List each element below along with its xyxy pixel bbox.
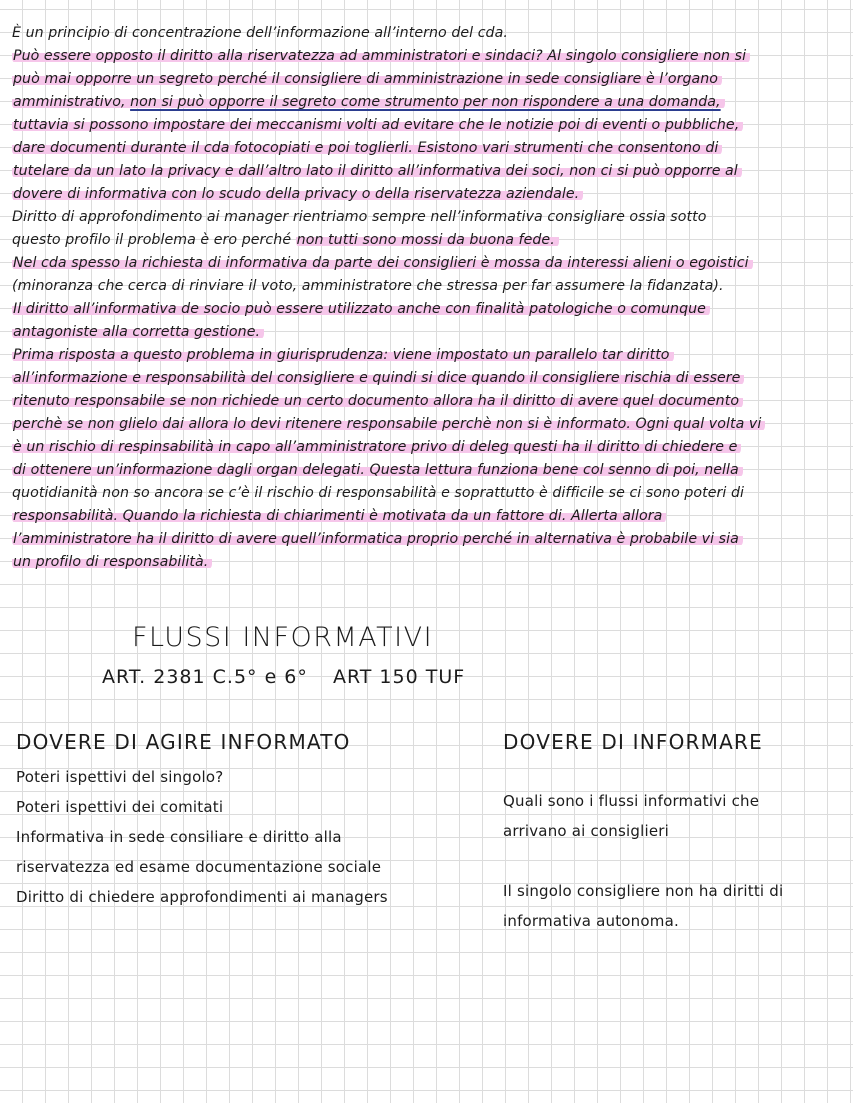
highlighted-text	[12, 140, 722, 156]
note-line	[12, 160, 842, 183]
note-line	[12, 252, 842, 275]
note-text-segment: Può essere opposto il diritto alla riservatezza ad amministratori e sindaci? Al singolo consigliere non si	[13, 48, 747, 64]
note-line	[12, 482, 842, 505]
left-column	[16, 762, 486, 912]
note-line	[12, 183, 842, 206]
note-line	[12, 551, 842, 574]
note-line	[12, 114, 842, 137]
note-line	[12, 275, 842, 298]
right-line: informativa autonoma.	[503, 912, 679, 930]
highlighted-text	[12, 163, 742, 179]
highlighted-text	[12, 186, 583, 202]
note-text-segment: Prima risposta a questo problema in giurisprudenza: viene impostato un parallelo tar diritto	[13, 347, 670, 363]
note-line	[12, 321, 842, 344]
note-line	[12, 206, 842, 229]
left-line: Poteri ispettivi dei comitati	[16, 798, 224, 816]
note-text-segment: di ottenere un’informazione dagli organ delegati. Questa lettura funziona bene col senno di poi, nella	[13, 462, 739, 478]
note-line	[12, 390, 842, 413]
highlighted-text	[12, 554, 212, 570]
underlined-text: non si può opporre il segreto come strumento per non rispondere a una domanda,	[130, 94, 721, 110]
right-line: Il singolo consigliere non ha diritti di	[503, 882, 784, 900]
highlighted-text	[12, 255, 753, 271]
note-text-segment: questo profilo il problema è ero perché	[12, 232, 296, 248]
highlighted-text	[12, 324, 264, 340]
note-text	[12, 209, 706, 225]
highlighted-text	[12, 370, 744, 386]
note-line	[12, 229, 842, 252]
note-text-segment: è un rischio di respinsabilità in capo all’amministratore privo di deleg questi ha il diritto di chiedere e	[13, 439, 738, 455]
highlighted-text	[12, 48, 750, 64]
note-text-segment: dovere di informativa con lo scudo della privacy o della riservatezza aziendale.	[13, 186, 580, 202]
note-text-segment: perchè se non glielo dai allora lo devi ritenere responsabile perchè non si è informato. Ogni qual volta vi	[13, 416, 762, 432]
highlighted-text	[12, 393, 743, 409]
highlighted-text: non tutti sono mossi da buona fede.	[296, 232, 559, 248]
highlighted-text	[12, 462, 743, 478]
note-line	[12, 91, 842, 114]
highlighted-text	[12, 347, 674, 363]
highlighted-text	[12, 508, 666, 524]
note-text-segment: l’amministratore ha il diritto di avere quell’informatica proprio perché in alternativa è probabile vi sia	[13, 531, 739, 547]
note-line	[12, 45, 842, 68]
note-text	[12, 232, 296, 248]
note-line	[12, 459, 842, 482]
note-line	[12, 528, 842, 551]
right-column	[503, 786, 843, 936]
note-text-segment: quotidianità non so ancora se c’è il rischio di responsabilità e soprattutto è difficile se ci sono poteri di	[12, 485, 745, 501]
typed-notes	[12, 22, 842, 574]
highlighted-text	[12, 439, 741, 455]
note-text-segment: tuttavia si possono impostare dei meccanismi volti ad evitare che le notizie poi di eventi o pubbliche,	[13, 117, 740, 133]
note-line	[12, 298, 842, 321]
note-line	[12, 505, 842, 528]
note-line	[12, 436, 842, 459]
highlighted-text	[12, 531, 743, 547]
note-text-segment: può mai opporre un segreto perché il consigliere di amministrazione in sede consigliare è l’organo	[13, 71, 719, 87]
note-text-segment: responsabilità. Quando la richiesta di chiarimenti è motivata da un fattore di. Allerta allora	[13, 508, 663, 524]
note-text	[12, 25, 508, 41]
left-column-heading: DOVERE DI AGIRE INFORMATO	[16, 730, 351, 754]
note-line	[12, 137, 842, 160]
note-text-segment: ritenuto responsabile se non richiede un certo documento allora ha il diritto di avere quel documento	[13, 393, 740, 409]
note-text-segment: È un principio di concentrazione dell’informazione all’interno del cda.	[12, 25, 508, 41]
left-line: Poteri ispettivi del singolo?	[16, 768, 224, 786]
note-text-segment: Nel cda spesso la richiesta di informativa da parte dei consiglieri è mossa da interessi alieni o egoistici	[13, 255, 749, 271]
note-text-segment: antagoniste alla corretta gestione.	[13, 324, 261, 340]
note-text-segment: amministrativo,	[13, 94, 131, 110]
note-line	[12, 344, 842, 367]
right-line: arrivano ai consiglieri	[503, 822, 670, 840]
left-line: Diritto di chiedere approfondimenti ai managers	[16, 888, 388, 906]
highlighted-text	[12, 94, 725, 110]
highlighted-text	[12, 117, 743, 133]
right-line: Quali sono i flussi informativi che	[503, 792, 760, 810]
note-text-segment: un profilo di responsabilità.	[13, 554, 209, 570]
note-text	[12, 485, 744, 501]
note-text-segment: (minoranza che cerca di rinviare il voto, amministratore che stressa per far assumere la fidanzata).	[12, 278, 724, 294]
right-line-spacer	[503, 846, 843, 876]
note-line	[12, 413, 842, 436]
left-line: riservatezza ed esame documentazione sociale	[16, 858, 382, 876]
note-line	[12, 22, 842, 45]
right-column-heading: DOVERE DI INFORMARE	[503, 730, 763, 754]
section-title: FLUSSI INFORMATIVI	[132, 622, 434, 653]
note-line	[12, 68, 842, 91]
note-line	[12, 367, 842, 390]
note-text-segment: dare documenti durante il cda fotocopiati e poi toglierli. Esistono vari strumenti che consentono di	[13, 140, 719, 156]
note-text-segment: all’informazione e responsabilità del consigliere e quindi si dice quando il consigliere rischia di essere	[13, 370, 741, 386]
note-text	[12, 278, 724, 294]
subtitle-article-150-tuf: ART 150 TUF	[332, 666, 466, 688]
note-text-segment: Il diritto all’informativa de socio può essere utilizzato anche con finalità patologiche o comunque	[13, 301, 706, 317]
left-line: Informativa in sede consiliare e diritto alla	[16, 828, 342, 846]
highlighted-text	[12, 416, 765, 432]
subtitle-article-2381: ART. 2381 C.5° e 6°	[102, 666, 308, 688]
section-subtitle	[102, 666, 465, 688]
note-text-segment: Diritto di approfondimento ai manager rientriamo sempre nell’informativa consigliare ossia sotto	[12, 209, 707, 225]
highlighted-text	[12, 71, 722, 87]
note-text-segment: tutelare da un lato la privacy e dall’altro lato il diritto all’informativa dei soci, non ci si può opporre al	[13, 163, 738, 179]
highlighted-text	[12, 301, 710, 317]
